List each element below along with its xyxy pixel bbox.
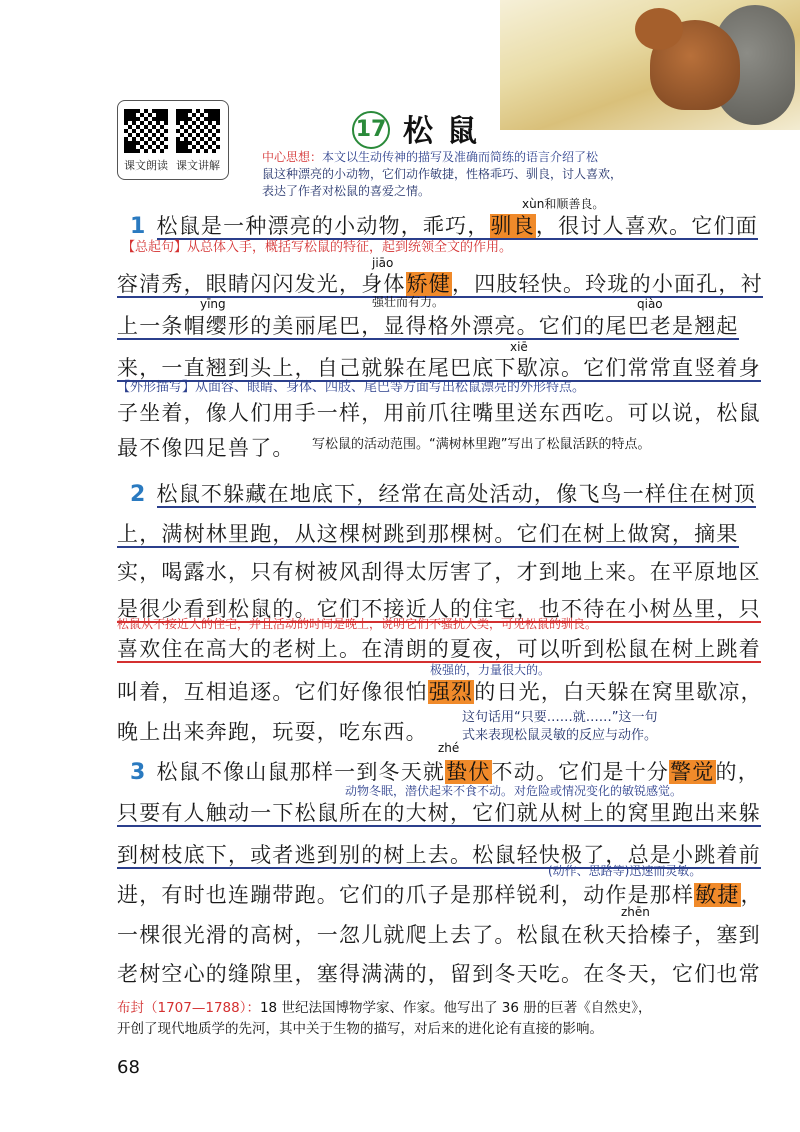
- p1-line3: 上一条帽缨形的美丽尾巴，显得格外漂亮。它们的尾巴老是翘起: [117, 314, 739, 338]
- p3-line6: 老树空心的缝隙里，塞得满满的，留到冬天吃。在冬天，它们也常: [117, 962, 761, 986]
- pinyin-jiao: jiāo: [372, 256, 394, 270]
- p3-line2: 只要有人触动一下松鼠所在的大树，它们就从树上的窝里跑出来躲: [117, 801, 761, 825]
- p1-line4: 来，一直翘到头上，自己就躲在尾巴底下歇凉。它们常常直竖着身: [117, 356, 761, 380]
- annotation-sentence-pattern-1: 这句话用“只要……就……”这一句: [462, 710, 658, 725]
- annotation-summary-sentence: 【总起句】从总体入手，概括写松鼠的特征，起到统领全文的作用。: [122, 240, 513, 255]
- pinyin-zhen: zhēn: [621, 905, 650, 919]
- pinyin-xie: xiē: [510, 340, 528, 354]
- central-idea-label: 中心思想：: [262, 150, 323, 164]
- highlight-xunliang[interactable]: 驯良: [490, 214, 535, 238]
- footnote-line2: 开创了现代地质学的先河，其中关于生物的描写，对后来的进化论有直接的影响。: [117, 1021, 603, 1037]
- qr-code-panel: [117, 100, 229, 180]
- p3-line4: 进，有时也连蹦带跑。它们的爪子是那样锐利，动作是那样敏捷，: [117, 883, 763, 907]
- p1-line2: 容清秀，眼睛闪闪发光，身体矫健，四肢轻快。玲珑的小面孔，衬: [117, 272, 763, 296]
- annotation-activity-range: 写松鼠的活动范围。“满树林里跑”写出了松鼠活跃的特点。: [312, 437, 651, 452]
- page-number: 68: [117, 1057, 140, 1078]
- qr-code-reading[interactable]: [124, 109, 168, 153]
- gloss-xunliang: 和顺善良。: [544, 197, 605, 211]
- highlight-jiaojian[interactable]: 矫健: [406, 272, 452, 296]
- p2-line7: 晚上出来奔跑，玩耍，吃东西。: [117, 720, 428, 744]
- qr-code-lecture[interactable]: [176, 109, 220, 153]
- central-idea-line1: 本文以生动传神的描写及准确而简练的语言介绍了松: [322, 150, 599, 164]
- p3-line3: 到树枝底下，或者逃到别的树上去。松鼠轻快极了，总是小跳着前: [117, 843, 761, 867]
- qr-label-lecture: 课文讲解: [176, 159, 220, 172]
- p2-line4: 是很少看到松鼠的。它们不接近人的住宅，也不待在小树丛里，只: [117, 597, 761, 621]
- gloss-qianglie: 极强的，力量很大的。: [430, 663, 551, 677]
- p1-line6: 最不像四足兽了。: [117, 436, 295, 460]
- footnote-line1: 布封（1707—1788）：18 世纪法国博物学家、作家。他写出了 36 册的巨著《自然史》，: [117, 1000, 652, 1016]
- p1-line5: 子坐着，像人们用手一样，用前爪往嘴里送东西吃。可以说，松鼠: [117, 401, 761, 425]
- lesson-number: 17: [352, 111, 390, 149]
- paragraph-number-2: 2: [130, 482, 147, 507]
- highlight-qianglie[interactable]: 强烈: [428, 680, 474, 704]
- paragraph-number-3: 3: [130, 760, 147, 785]
- gloss-minjie: (动作、思路等)迅速而灵敏。: [548, 864, 702, 878]
- pinyin-qiao: qiào: [637, 297, 663, 311]
- pinyin-zhe: zhé: [438, 741, 460, 755]
- squirrel-photo: [500, 0, 800, 130]
- gloss-zhefu: 动物冬眠，潜伏起来不食不动。: [345, 784, 514, 798]
- p3-line1: 3 松鼠不像山鼠那样一到冬天就蛰伏不动。它们是十分警觉的，: [130, 760, 760, 785]
- p2-line1: 2 松鼠不躲藏在地底下，经常在高处活动，像飞鸟一样住在树顶: [130, 482, 756, 507]
- p2-line6: 叫着，互相追逐。它们好像很怕强烈的日光，白天躲在窝里歇凉，: [117, 680, 763, 704]
- p3-line5: 一棵很光滑的高树，一忽儿就爬上去了。松鼠在秋天拾榛子，塞到: [117, 923, 761, 947]
- central-idea-line2: 鼠这种漂亮的小动物，它们动作敏捷，性格乖巧、驯良，讨人喜欢，: [262, 167, 623, 181]
- pinyin-ying: yīng: [200, 297, 226, 311]
- annotation-docile: 松鼠从不接近人的住宅，并且活动的时间是晚上，说明它们不骚扰人类，可见松鼠的驯良。: [117, 617, 598, 631]
- qr-label-reading: 课文朗读: [124, 159, 168, 172]
- pinyin-xun: xùn和顺善良。: [522, 197, 605, 211]
- annotation-sentence-pattern-2: 式来表现松鼠灵敏的反应与动作。: [462, 728, 658, 743]
- central-idea-line3: 表达了作者对松鼠的喜爱之情。: [262, 184, 431, 198]
- highlight-jingjue[interactable]: 警觉: [670, 760, 715, 784]
- paragraph-number-1: 1: [130, 214, 147, 239]
- gloss-jiaojian: 强壮而有力。: [372, 295, 445, 309]
- p2-line2: 上，满树林里跑，从这棵树跳到那棵树。它们在树上做窝，摘果: [117, 522, 739, 546]
- central-idea: [262, 150, 598, 166]
- p1-line1: 1 松鼠是一种漂亮的小动物，乖巧，驯良，很讨人喜欢。它们面: [130, 214, 758, 239]
- gloss-jingjue: 对危险或情况变化的敏锐感觉。: [514, 784, 683, 798]
- highlight-zhefu[interactable]: 蛰伏: [446, 760, 491, 784]
- squirrel-head: [635, 8, 683, 50]
- annotation-appearance: 【外形描写】从面容、眼睛、身体、四肢、尾巴等方面写出松鼠漂亮的外形特点。: [117, 380, 586, 395]
- p2-line3: 实，喝露水，只有树被风刮得太厉害了，才到地上来。在平原地区: [117, 560, 761, 584]
- lesson-title: 松鼠: [403, 114, 491, 149]
- p2-line5: 喜欢住在高大的老树上。在清朗的夏夜，可以听到松鼠在树上跳着: [117, 637, 761, 661]
- footnote-name: 布封（1707—1788）：: [117, 1000, 260, 1016]
- highlight-minjie[interactable]: 敏捷: [695, 883, 740, 907]
